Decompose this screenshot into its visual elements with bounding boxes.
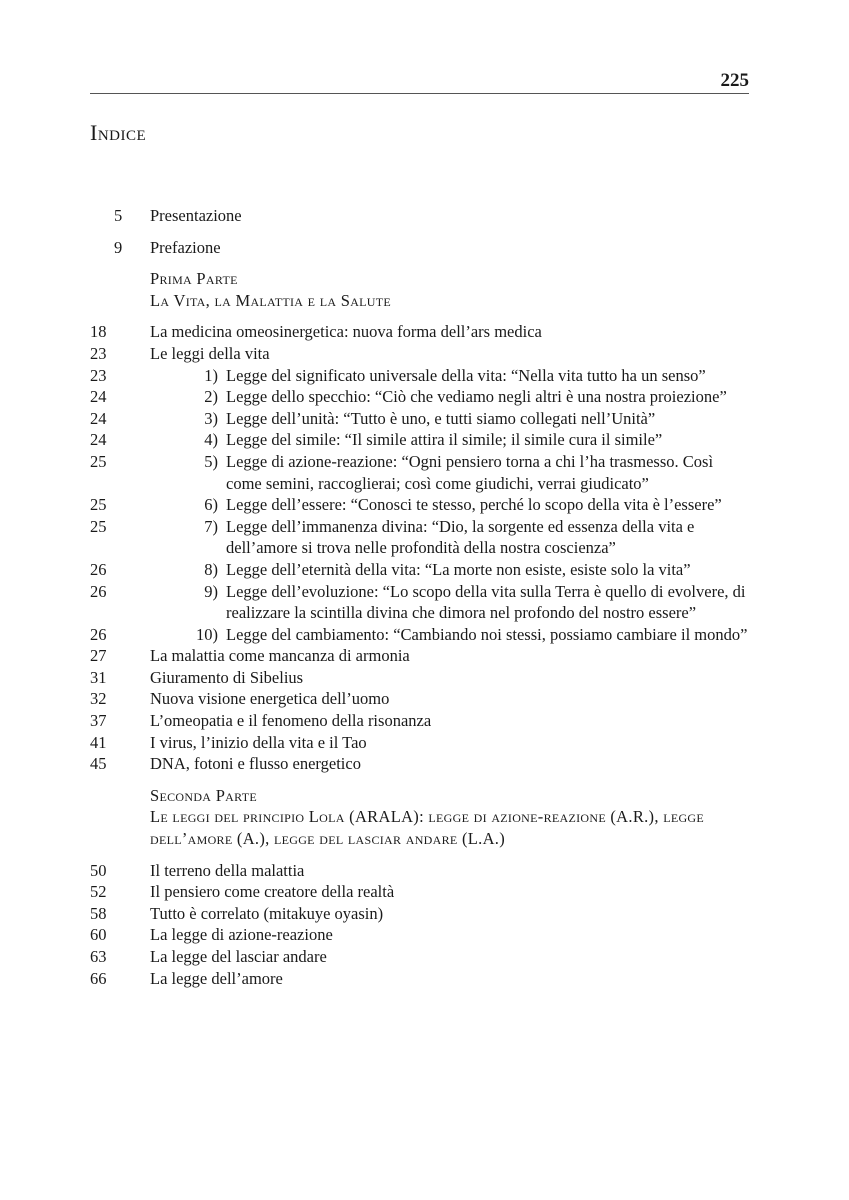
toc-law-entry[interactable] [90, 451, 749, 494]
toc-page-number: 25 [90, 495, 107, 515]
toc-entry-title: Presentazione [150, 206, 242, 225]
toc-page-number: 5 [114, 206, 123, 225]
part-subtitle: Le leggi del principio Lola (ARALA): legge di azione-reazione (A.R.), legge dell’amore (A.), legge del lasciar andare (L.A.) [150, 807, 705, 849]
toc-law-entry[interactable] [90, 516, 749, 559]
law-number: 7) [204, 516, 218, 536]
law-number: 3) [204, 408, 218, 428]
toc-entry-title: La legge dell’amore [150, 968, 283, 988]
part-label: Prima Parte [150, 269, 238, 289]
law-title: Legge dell’unità: “Tutto è uno, e tutti siamo collegati nell’Unità” [226, 408, 656, 428]
law-title: Legge del simile: “Il simile attira il simile; il simile cura il simile” [226, 430, 663, 450]
toc-page-number: 50 [90, 860, 107, 880]
toc-page-number: 23 [90, 365, 107, 385]
toc-entry[interactable] [90, 946, 749, 968]
toc-page-number: 18 [90, 322, 107, 342]
toc-page-number: 41 [90, 732, 107, 752]
toc-entry[interactable] [90, 237, 749, 259]
toc-entry-title: Il terreno della malattia [150, 860, 305, 880]
law-number: 4) [204, 430, 218, 450]
toc-entry[interactable] [90, 881, 749, 903]
toc-entry-title: L’omeopatia e il fenomeno della risonanza [150, 711, 432, 731]
toc-entry[interactable] [90, 645, 749, 667]
law-title: Legge dell’essere: “Conosci te stesso, perché lo scopo della vita è l’essere” [226, 495, 722, 515]
toc-page-number: 63 [90, 947, 107, 966]
toc-entry-title: DNA, fotoni e flusso energetico [150, 754, 361, 774]
law-number: 9) [204, 581, 218, 601]
toc-page-number: 31 [90, 667, 107, 687]
toc-entry-title: Il pensiero come creatore della realtà [150, 882, 395, 902]
toc-page-number: 24 [90, 430, 107, 450]
toc-page-number: 26 [90, 581, 107, 601]
toc-page-number: 25 [90, 516, 107, 536]
toc-law-entry[interactable] [90, 408, 749, 430]
toc-page-number: 58 [90, 903, 107, 923]
toc-entry-title: La legge del lasciar andare [150, 947, 327, 966]
law-title: Legge di azione-reazione: “Ogni pensiero torna a chi l’ha trasmesso. Così come semini, raccoglierai; così come giudichi, verrai giudicato” [226, 451, 714, 493]
toc-page-number: 24 [90, 387, 107, 407]
toc-page-number: 32 [90, 689, 107, 709]
law-number: 2) [204, 387, 218, 407]
page-number: 225 [720, 70, 749, 91]
law-number: 8) [204, 559, 218, 579]
toc-law-entry[interactable] [90, 624, 749, 646]
toc-entry[interactable] [90, 924, 749, 946]
part-label: Seconda Parte [150, 785, 257, 805]
toc-entry[interactable] [90, 753, 749, 775]
toc-entry-title: I virus, l’inizio della vita e il Tao [150, 732, 367, 752]
toc-entry-title: Prefazione [150, 237, 221, 257]
toc-entry[interactable] [90, 860, 749, 882]
page-title: Indice [90, 120, 147, 145]
toc-entry[interactable] [90, 968, 749, 990]
law-title: Legge dell’immanenza divina: “Dio, la sorgente ed essenza della vita e dell’amore si trova nelle profondità della nostra coscienza” [226, 516, 695, 558]
toc-law-entry[interactable] [90, 494, 749, 516]
toc-entry[interactable] [90, 321, 749, 343]
toc-page-number: 60 [90, 925, 107, 945]
header-rule [90, 93, 749, 94]
toc-page-number: 24 [90, 408, 107, 428]
toc-entry-title: Le leggi della vita [150, 343, 270, 363]
toc-entry-title: Giuramento di Sibelius [150, 667, 304, 687]
law-number: 10) [196, 624, 218, 644]
toc-page-number: 25 [90, 451, 107, 471]
toc-entry-title: La medicina omeosinergetica: nuova forma dell’ars medica [150, 322, 542, 342]
law-title: Legge dell’evoluzione: “Lo scopo della vita sulla Terra è quello di evolvere, di realizzare la scintilla divina che dimora nel profondo del nostro essere” [226, 581, 746, 623]
toc-law-entry[interactable] [90, 559, 749, 581]
toc-law-entry[interactable] [90, 386, 749, 408]
toc-entry-title: La malattia come mancanza di armonia [150, 646, 410, 666]
toc-entry[interactable] [90, 688, 749, 710]
law-title: Legge dell’eternità della vita: “La morte non esiste, esiste solo la vita” [226, 559, 691, 579]
toc-page-number: 52 [90, 882, 107, 902]
toc-page-number: 45 [90, 754, 107, 774]
law-number: 5) [204, 451, 218, 471]
toc-page-number: 37 [90, 711, 107, 731]
toc-page-number: 23 [90, 343, 107, 363]
toc-page-number: 9 [114, 237, 123, 257]
toc-entry-title: La legge di azione-reazione [150, 925, 333, 945]
toc-entry[interactable] [90, 732, 749, 754]
toc-entry[interactable] [90, 205, 749, 227]
toc-entry-title: Nuova visione energetica dell’uomo [150, 689, 390, 709]
toc-entry[interactable] [90, 343, 749, 365]
toc-law-entry[interactable] [90, 429, 749, 451]
table-of-contents [90, 205, 749, 989]
toc-entry-title: Tutto è correlato (mitakuye oyasin) [150, 903, 384, 923]
toc-page-number: 26 [90, 559, 107, 579]
law-number: 1) [204, 365, 218, 385]
toc-law-entry[interactable] [90, 581, 749, 624]
toc-page-number: 66 [90, 968, 107, 988]
toc-entry[interactable] [90, 710, 749, 732]
toc-entry[interactable] [90, 903, 749, 925]
law-title: Legge del cambiamento: “Cambiando noi stessi, possiamo cambiare il mondo” [226, 624, 748, 644]
part-subtitle: La Vita, la Malattia e la Salute [150, 290, 392, 310]
toc-law-entry[interactable] [90, 365, 749, 387]
law-title: Legge dello specchio: “Ciò che vediamo negli altri è una nostra proiezione” [226, 387, 727, 407]
law-number: 6) [204, 495, 218, 515]
toc-page-number: 26 [90, 624, 107, 644]
toc-page-number: 27 [90, 646, 107, 666]
toc-entry[interactable] [90, 667, 749, 689]
law-title: Legge del significato universale della vita: “Nella vita tutto ha un senso” [226, 365, 706, 385]
